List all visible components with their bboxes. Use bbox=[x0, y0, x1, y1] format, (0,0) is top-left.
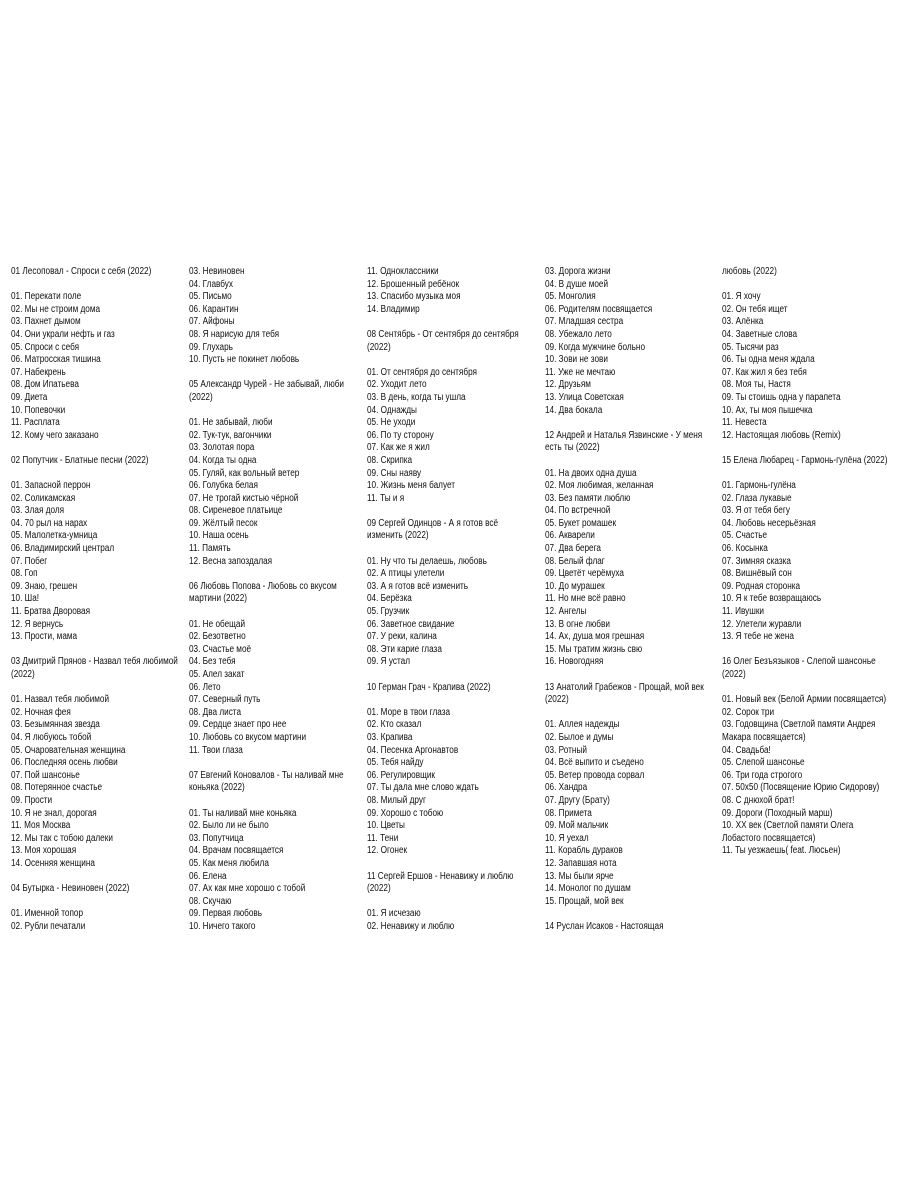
track-item: 09. Знаю, грешен bbox=[11, 580, 78, 592]
spacer bbox=[11, 682, 178, 695]
spacer bbox=[545, 417, 717, 430]
track-item: 01. Гармонь-гулёна bbox=[722, 480, 796, 492]
spacer bbox=[367, 354, 534, 367]
album-header: 02 Попутчик - Блатные песни (2022) bbox=[11, 454, 149, 466]
track-item: 04. Главбух bbox=[189, 278, 233, 290]
album-header: 06 Любовь Попова - Любовь со вкусом мартини (2022) bbox=[189, 580, 337, 605]
track-item: 15. Прощай, мой век bbox=[545, 895, 624, 907]
track-item: 08. Моя ты, Настя bbox=[722, 379, 791, 391]
track-item: 02. Кто сказал bbox=[367, 719, 422, 731]
album-header: 16 Олег Безъязыков - Слепой шансонье (2022) bbox=[722, 656, 876, 680]
track-item: 07. Северный путь bbox=[189, 694, 261, 706]
track-item: 12. Улетели журавли bbox=[722, 618, 802, 630]
track-item: 09. Диета bbox=[11, 391, 48, 403]
track-item: 05. Букет ромашек bbox=[545, 517, 617, 529]
track-item: 13. Мы были ярче bbox=[545, 870, 614, 882]
spacer bbox=[367, 505, 534, 518]
spacer bbox=[545, 455, 717, 468]
track-item: 12. Я вернусь bbox=[11, 618, 64, 630]
track-item: 02. Былое и думы bbox=[545, 731, 614, 743]
track-item: 06. Косынка bbox=[722, 543, 768, 555]
track-item: 05. Малолетка-умница bbox=[11, 530, 98, 542]
track-item: 08. Скучаю bbox=[189, 895, 232, 907]
track-item: 14. Монолог по душам bbox=[545, 883, 631, 895]
spacer bbox=[545, 707, 717, 720]
spacer bbox=[722, 279, 894, 292]
album-header: 03. Годовщина (Светлой памяти Андрея Макара посвящается) bbox=[722, 719, 876, 743]
spacer bbox=[11, 644, 178, 657]
track-item: 06. Акварели bbox=[545, 530, 595, 542]
track-item: 01. Именной топор bbox=[11, 908, 84, 920]
track-item: 01. Запасной перрон bbox=[11, 480, 91, 492]
spacer bbox=[367, 543, 534, 556]
track-item: 08. Два листа bbox=[189, 706, 242, 718]
track-item: 14. Владимир bbox=[367, 303, 420, 315]
track-item: 04. Свадьба! bbox=[722, 744, 771, 756]
track-item: 12. Кому чего заказано bbox=[11, 429, 99, 441]
track-item: 09. Родная сторонка bbox=[722, 580, 801, 592]
track-item: 10. Ах, ты моя пышечка bbox=[722, 404, 813, 416]
track-item: 03. Я от тебя бегу bbox=[722, 505, 790, 517]
track-item: 03. А я готов всё изменить bbox=[367, 580, 469, 592]
column-2 bbox=[189, 266, 361, 933]
track-item: 01. Перекати поле bbox=[11, 291, 82, 303]
track-item: 04. Они украли нефть и газ bbox=[11, 328, 115, 340]
track-item: 16. Новогодняя bbox=[545, 656, 604, 668]
track-item: 12. Настоящая любовь (Remix) bbox=[722, 429, 841, 441]
spacer bbox=[722, 468, 894, 481]
track-item: 11. Ты уезжаешь( feat. Люсьен) bbox=[722, 845, 841, 857]
track-item: 10. Любовь со вкусом мартини bbox=[189, 731, 307, 743]
track-item: 08. Примета bbox=[545, 807, 592, 819]
track-item: 04. Любовь несерьёзная bbox=[722, 517, 816, 529]
track-item: 09. Первая любовь bbox=[189, 908, 263, 920]
track-item: 04. 70 рыл на нарах bbox=[11, 517, 88, 529]
track-item: 12. Запавшая нота bbox=[545, 857, 617, 869]
album-header: 10 Герман Грач - Крапива (2022) bbox=[367, 681, 491, 693]
track-item: 07. Ты дала мне слово ждать bbox=[367, 782, 479, 794]
track-item: 12. Огонек bbox=[367, 845, 408, 857]
track-item: 04. Заветные слова bbox=[722, 328, 798, 340]
album-header: 07 Евгений Коновалов - Ты наливай мне коньяка (2022) bbox=[189, 769, 344, 794]
album-header: 07. 50x50 (Посвящение Юрию Сидорову) bbox=[722, 782, 880, 794]
track-item: 13. В огне любви bbox=[545, 618, 610, 630]
track-item: 06. Владимирский централ bbox=[11, 543, 115, 555]
track-item: 03. Невиновен bbox=[189, 266, 245, 277]
track-item: 03. Дорога жизни bbox=[545, 266, 611, 277]
track-item: 13. Я тебе не жена bbox=[722, 631, 794, 643]
spacer bbox=[367, 669, 534, 682]
track-item: 13. Прости, мама bbox=[11, 631, 78, 643]
track-item: 12. Друзьям bbox=[545, 379, 591, 391]
spacer bbox=[189, 606, 361, 619]
track-item: 13. Моя хорошая bbox=[11, 845, 77, 857]
track-item: 06. Голубка белая bbox=[189, 480, 258, 492]
track-item: 09. Сны наяву bbox=[367, 467, 422, 479]
track-item: 02. А птицы улетели bbox=[367, 568, 445, 580]
track-item: любовь (2022) bbox=[722, 266, 777, 277]
track-item: 08. Скрипка bbox=[367, 454, 413, 466]
track-item: 12. Брошенный ребёнок bbox=[367, 278, 460, 290]
track-item: 01. Назвал тебя любимой bbox=[11, 694, 110, 706]
track-item: 10. Ша! bbox=[11, 593, 40, 605]
track-item: 06. Регулировщик bbox=[367, 769, 436, 781]
track-item: 11. Но мне всё равно bbox=[545, 593, 626, 605]
track-item: 09. Хорошо с тобою bbox=[367, 807, 444, 819]
track-item: 05. Очаровательная женщина bbox=[11, 744, 126, 756]
track-item: 10. До мурашек bbox=[545, 580, 605, 592]
track-item: 14. Ах, душа моя грешная bbox=[545, 631, 645, 643]
track-item: 04. Всё выпито и съедено bbox=[545, 757, 644, 769]
track-item: 05. Письмо bbox=[189, 291, 232, 303]
album-header: 04 Бутырка - Невиновен (2022) bbox=[11, 883, 130, 895]
spacer bbox=[722, 682, 894, 695]
track-item: 07. Айфоны bbox=[189, 316, 235, 328]
track-item: 10. Ничего такого bbox=[189, 920, 256, 932]
track-item: 12. Весна запоздалая bbox=[189, 555, 273, 567]
track-item: 01. Аллея надежды bbox=[545, 719, 620, 731]
spacer bbox=[189, 367, 361, 380]
track-item: 05. Тысячи раз bbox=[722, 341, 779, 353]
track-item: 04. В душе моей bbox=[545, 278, 609, 290]
track-item: 06. Последняя осень любви bbox=[11, 757, 118, 769]
track-item: 01. Я исчезаю bbox=[367, 908, 421, 920]
track-item: 02. Соликамская bbox=[11, 492, 76, 504]
track-item: 05. Слепой шансонье bbox=[722, 757, 805, 769]
track-item: 11. Тени bbox=[367, 832, 399, 844]
track-item: 05. Как меня любила bbox=[189, 857, 269, 869]
track-item: 05. Монголия bbox=[545, 291, 596, 303]
track-item: 05. Грузчик bbox=[367, 606, 410, 618]
track-item: 06. Заветное свидание bbox=[367, 618, 455, 630]
spacer bbox=[11, 468, 178, 481]
spacer bbox=[722, 442, 894, 455]
spacer bbox=[11, 896, 178, 909]
track-item: 02. Тук-тук, вагончики bbox=[189, 429, 272, 441]
track-item: 06. Елена bbox=[189, 870, 227, 882]
track-item: 03. Пахнет дымом bbox=[11, 316, 81, 328]
track-item: 06. Три года строгого bbox=[722, 769, 803, 781]
track-item: 09. Сердце знает про нее bbox=[189, 719, 287, 731]
track-item: 07. Зимняя сказка bbox=[722, 555, 791, 567]
track-item: 05. Тебя найду bbox=[367, 757, 424, 769]
album-header: 11 Сергей Ершов - Ненавижу и люблю (2022) bbox=[367, 870, 514, 895]
track-item: 14. Осенняя женщина bbox=[11, 857, 95, 869]
track-item: 08. Белый флаг bbox=[545, 555, 605, 567]
track-item: 09. Когда мужчине больно bbox=[545, 341, 646, 353]
track-item: 09. Я устал bbox=[367, 656, 410, 668]
album-header: 01. Новый век (Белой Армии посвящается) bbox=[722, 694, 887, 706]
track-item: 03. Золотая пора bbox=[189, 442, 255, 454]
track-item: 02. Ночная фея bbox=[11, 706, 71, 718]
track-item: 04. Когда ты одна bbox=[189, 454, 257, 466]
track-item: 02. Безответно bbox=[189, 631, 246, 643]
track-item: 02. Сорок три bbox=[722, 706, 775, 718]
track-item: 11. Корабль дураков bbox=[545, 845, 623, 857]
track-item: 11. Ивушки bbox=[722, 606, 764, 618]
track-item: 09. Цветёт черёмуха bbox=[545, 568, 625, 580]
track-item: 01. Я хочу bbox=[722, 291, 761, 303]
track-item: 02. Моя любимая, желанная bbox=[545, 480, 654, 492]
track-item: 07. Не трогай кистью чёрной bbox=[189, 492, 299, 504]
track-item: 04. Врачам посвящается bbox=[189, 845, 284, 857]
track-item: 08. Убежало лето bbox=[545, 328, 612, 340]
track-item: 07. Два берега bbox=[545, 543, 601, 555]
track-item: 09. Глухарь bbox=[189, 341, 233, 353]
track-item: 07. Другу (Брату) bbox=[545, 794, 610, 806]
track-item: 11. Моя Москва bbox=[11, 820, 71, 832]
track-item: 11. Невеста bbox=[722, 417, 767, 429]
track-item: 10. Я не знал, дорогая bbox=[11, 807, 97, 819]
track-item: 13. Спасибо музыка моя bbox=[367, 291, 461, 303]
spacer bbox=[189, 568, 361, 581]
track-item: 08. Потерянное счастье bbox=[11, 782, 103, 794]
track-item: 01. От сентября до сентября bbox=[367, 366, 477, 378]
track-item: 03. Крапива bbox=[367, 731, 413, 743]
track-item: 07. Как же я жил bbox=[367, 442, 430, 454]
track-item: 02. Мы не строим дома bbox=[11, 303, 101, 315]
track-item: 01. На двоих одна душа bbox=[545, 467, 637, 479]
track-item: 09. Дороги (Походный марш) bbox=[722, 807, 833, 819]
track-item: 10. Жизнь меня балует bbox=[367, 480, 456, 492]
track-item: 05. Ветер провода сорвал bbox=[545, 769, 645, 781]
track-item: 06. Хандра bbox=[545, 782, 588, 794]
track-item: 05. Гуляй, как вольный ветер bbox=[189, 467, 300, 479]
track-item: 02. Ненавижу и люблю bbox=[367, 920, 455, 932]
album-header: 05 Александр Чурей - Не забывай, люби (2022) bbox=[189, 379, 345, 403]
track-item: 11. Ты и я bbox=[367, 492, 405, 504]
track-item: 06. Ты одна меня ждала bbox=[722, 354, 815, 366]
album-header: 09 Сергей Одинцов - А я готов всё изменить (2022) bbox=[367, 517, 499, 542]
track-item: 08. Вишнёвый сон bbox=[722, 568, 792, 580]
track-item: 06. Родителям посвящается bbox=[545, 303, 653, 315]
track-item: 03. Злая доля bbox=[11, 505, 65, 517]
track-item: 01. Ты наливай мне коньяка bbox=[189, 807, 297, 819]
track-item: 12. Ангелы bbox=[545, 606, 587, 618]
track-item: 10. Я уехал bbox=[545, 832, 589, 844]
track-item: 08. Гоп bbox=[11, 568, 38, 580]
album-header: 08 Сентябрь - От сентября до сентября (2022) bbox=[367, 328, 519, 353]
track-item: 01. Море в твои глаза bbox=[367, 706, 451, 718]
track-item: 03. Алёнка bbox=[722, 316, 764, 328]
track-item: 03. Ротный bbox=[545, 744, 587, 756]
track-item: 05. Алел закат bbox=[189, 669, 245, 680]
spacer bbox=[367, 316, 534, 329]
track-item: 03. Безымянная звезда bbox=[11, 719, 100, 731]
track-item: 01. Не забывай, люби bbox=[189, 417, 273, 429]
spacer bbox=[722, 644, 894, 657]
track-item: 11. Уже не мечтаю bbox=[545, 366, 616, 378]
track-item: 04. Однажды bbox=[367, 404, 417, 416]
track-item: 04. Без тебя bbox=[189, 656, 236, 668]
track-item: 11. Память bbox=[189, 543, 231, 555]
album-header: 10. XX век (Светлой памяти Олега Лобастого посвящается) bbox=[722, 820, 854, 844]
track-item: 10. Наша осень bbox=[189, 530, 249, 542]
track-item: 09. Прости bbox=[11, 794, 53, 806]
tracklist-sheet bbox=[0, 266, 900, 946]
column-1 bbox=[11, 266, 178, 933]
track-item: 08. Сиреневое платьице bbox=[189, 505, 283, 517]
spacer bbox=[545, 669, 717, 682]
track-item: 03. Без памяти люблю bbox=[545, 492, 631, 504]
album-header: 01 Лесоповал - Спроси с себя (2022) bbox=[11, 266, 152, 277]
spacer bbox=[189, 757, 361, 770]
track-item: 09. Мой мальчик bbox=[545, 820, 609, 832]
track-item: 03. В день, когда ты ушла bbox=[367, 391, 466, 403]
column-4 bbox=[545, 266, 717, 933]
track-item: 04. Я любуюсь тобой bbox=[11, 731, 92, 743]
track-item: 07. Пой шансонье bbox=[11, 769, 80, 781]
album-header: 15 Елена Любарец - Гармонь-гулёна (2022) bbox=[722, 454, 888, 466]
track-item: 11. Твои глаза bbox=[189, 744, 243, 756]
track-item: 04. По встречной bbox=[545, 505, 611, 517]
track-item: 03. Попутчица bbox=[189, 832, 244, 844]
track-item: 06. По ту сторону bbox=[367, 429, 434, 441]
track-item: 08. С днюхой брат! bbox=[722, 794, 795, 806]
track-item: 11. Расплата bbox=[11, 417, 60, 429]
album-header: 03 Дмитрий Прянов - Назвал тебя любимой (2022) bbox=[11, 656, 178, 680]
column-3 bbox=[367, 266, 534, 933]
column-5 bbox=[722, 266, 894, 858]
spacer bbox=[11, 871, 178, 884]
track-item: 08. Милый друг bbox=[367, 794, 426, 806]
track-item: 14. Два бокала bbox=[545, 404, 603, 416]
track-item: 04. Песенка Аргонавтов bbox=[367, 744, 459, 756]
track-item: 07. У реки, калина bbox=[367, 631, 437, 643]
track-item: 04. Берёзка bbox=[367, 593, 412, 605]
track-item: 07. Ах как мне хорошо с тобой bbox=[189, 883, 306, 895]
album-header: 14 Руслан Исаков - Настоящая bbox=[545, 920, 664, 932]
track-item: 01. Ну что ты делаешь, любовь bbox=[367, 555, 487, 567]
track-item: 06. Карантин bbox=[189, 303, 239, 315]
spacer bbox=[11, 442, 178, 455]
track-item: 12. Мы так с тобою далеки bbox=[11, 832, 113, 844]
track-item: 09. Ты стоишь одна у парапета bbox=[722, 391, 841, 403]
track-item: 01. Не обещай bbox=[189, 618, 246, 630]
track-item: 08. Эти карие глаза bbox=[367, 643, 442, 655]
track-item: 07. Как жил я без тебя bbox=[722, 366, 807, 378]
track-item: 05. Не уходи bbox=[367, 417, 416, 429]
track-item: 05. Спроси с себя bbox=[11, 341, 80, 353]
track-item: 02. Он тебя ищет bbox=[722, 303, 788, 315]
track-item: 15. Мы тратим жизнь свю bbox=[545, 643, 643, 655]
track-item: 13. Улица Советская bbox=[545, 391, 624, 403]
track-item: 05. Счастье bbox=[722, 530, 768, 542]
track-item: 10. Попевочки bbox=[11, 404, 66, 416]
track-item: 03. Счастье моё bbox=[189, 643, 252, 655]
album-header: 12 Андрей и Наталья Язвинские - У меня есть ты (2022) bbox=[545, 429, 703, 454]
track-item: 10. Зови не зови bbox=[545, 354, 608, 366]
spacer bbox=[367, 694, 534, 707]
album-header: 13 Анатолий Грабежов - Прощай, мой век (2022) bbox=[545, 681, 704, 706]
spacer bbox=[367, 896, 534, 909]
track-item: 07. Младшая сестра bbox=[545, 316, 624, 328]
track-item: 07. Побег bbox=[11, 555, 48, 567]
track-item: 02. Рубли печатали bbox=[11, 920, 86, 932]
track-item: 06. Матросская тишина bbox=[11, 354, 101, 366]
track-item: 02. Уходит лето bbox=[367, 379, 427, 391]
spacer bbox=[189, 795, 361, 808]
track-item: 02. Было ли не было bbox=[189, 820, 269, 832]
track-item: 11. Братва Дворовая bbox=[11, 606, 91, 618]
track-item: 09. Жёлтый песок bbox=[189, 517, 258, 529]
spacer bbox=[189, 405, 361, 418]
track-item: 10. Пусть не покинет любовь bbox=[189, 354, 300, 366]
track-item: 08. Дом Ипатьева bbox=[11, 379, 79, 391]
track-item: 07. Набекрень bbox=[11, 366, 66, 378]
track-item: 10. Цветы bbox=[367, 820, 405, 832]
track-item: 08. Я нарисую для тебя bbox=[189, 328, 280, 340]
track-item: 06. Лето bbox=[189, 681, 221, 693]
track-item: 10. Я к тебе возвращаюсь bbox=[722, 593, 822, 605]
track-item: 11. Одноклассники bbox=[367, 266, 439, 277]
spacer bbox=[367, 858, 534, 871]
spacer bbox=[11, 279, 178, 292]
spacer bbox=[545, 908, 717, 921]
track-item: 02. Глаза лукавые bbox=[722, 492, 792, 504]
